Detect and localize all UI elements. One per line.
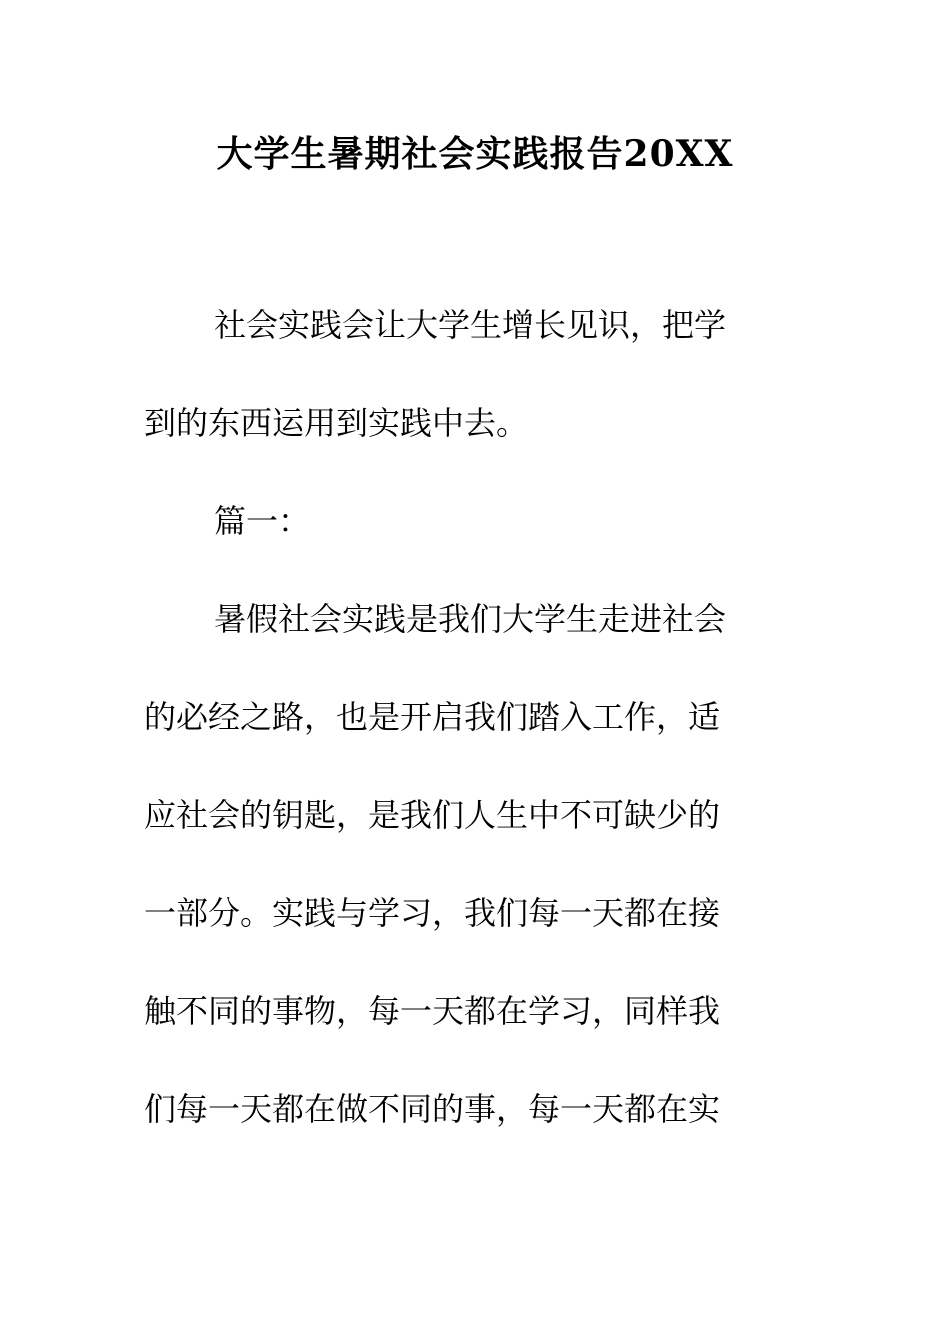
paragraph-line: 应社会的钥匙，是我们人生中不可缺少的 — [144, 796, 721, 834]
paragraph-line: 篇一： — [214, 502, 311, 540]
document-title: 大学生暑期社会实践报告20XX — [216, 133, 734, 175]
paragraph-body — [144, 570, 784, 1158]
paragraph-line: 们每一天都在做不同的事，每一天都在实 — [144, 1090, 721, 1128]
paragraph-intro — [144, 276, 784, 472]
paragraph-line: 一部分。实践与学习，我们每一天都在接 — [144, 894, 721, 932]
section-heading — [144, 472, 784, 570]
paragraph-line: 社会实践会让大学生增长见识，把学 — [214, 306, 727, 344]
paragraph-line: 触不同的事物，每一天都在学习，同样我 — [144, 992, 721, 1030]
paragraph-line: 的必经之路，也是开启我们踏入工作，适 — [144, 698, 721, 736]
paragraph-line: 暑假社会实践是我们大学生走进社会 — [214, 600, 727, 638]
paragraph-line: 到的东西运用到实践中去。 — [144, 404, 529, 442]
